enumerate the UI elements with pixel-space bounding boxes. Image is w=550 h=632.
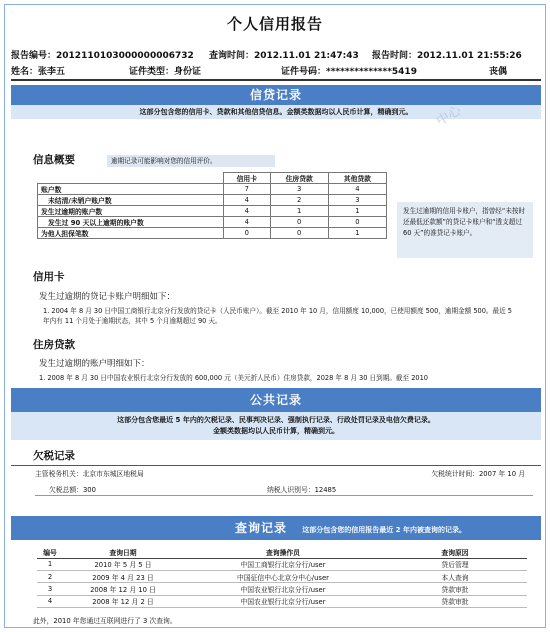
query-footer: 此外，2010 年您通过互联网进行了 3 次查询。 bbox=[33, 617, 177, 625]
credit-card-detail: 1. 2004 年 8 月 30 日中国工商银行北京分行发放的贷记卡（人民币账户）。截至 2010 年 10 月，信用额度 10,000，已使用额度 500，逾期金额 500。最近 5 年内有 11 个月处于逾期状态，其中 5 个月逾期超过 90 天。 bbox=[43, 307, 512, 325]
public-section-band: 公共记录 bbox=[11, 388, 541, 412]
header-divider bbox=[11, 79, 541, 81]
watermark: 中心 bbox=[433, 103, 465, 130]
table-row: 1 2010 年 5 月 5 日 中国工商银行北京分行/user 贷后管理 bbox=[37, 558, 527, 570]
table-row: 2 2009 年 4 月 23 日 中国征信中心北京分中心/user 本人查询 bbox=[37, 570, 527, 582]
info-summary-table bbox=[37, 172, 387, 239]
person-name: 张李五 bbox=[38, 67, 66, 77]
marital-status: 丧偶 bbox=[489, 67, 508, 77]
report-time: 2012.11.01 21:55:26 bbox=[416, 51, 522, 61]
tax-org: 北京市东城区地税局 bbox=[82, 470, 144, 478]
credit-card-title: 信用卡 bbox=[33, 271, 65, 283]
credit-report-page bbox=[4, 4, 546, 628]
credit-card-subtitle: 发生过逾期的贷记卡账户明细如下： bbox=[39, 292, 176, 302]
query-time: 2012.11.01 21:47:43 bbox=[253, 51, 359, 61]
tax-total: 300 bbox=[82, 485, 96, 494]
query-table: 编号 查询日期 查询操作员 查询原因 1 2010 年 5 月 5 日 中国工商银行北京分行/user 贷后管理 2 2009 年 4 月 23 日 中国征信中心北京分中心/user 本人查询 3 2008 年 12 月 10 日 中国农业银行北京分行/user 贷款审批 4 2008 年 12 月 2 日 中国农业银行北京分行/user 贷款审批 bbox=[37, 546, 527, 608]
table-row: 发生过逾期的账户数 4 1 1 bbox=[38, 206, 387, 217]
overdue-side-note: 发生过逾期的信用卡账户，指曾经“未按时还最低还款额”的贷记卡账户和“透支超过 60 天”的准贷记卡账户。 bbox=[397, 202, 533, 258]
housing-loan-detail: 1. 2008 年 8 月 30 日中国农业银行北京分行发放的 600,000 元（美元折人民币）住房贷款，2028 年 8 月 30 日到期。截至 2010 bbox=[39, 374, 428, 382]
table-row: 欠税总额：300 纳税人识别号：12485 bbox=[35, 483, 533, 495]
report-header-line-2: 姓名：张李五 证件类型：身份证 证件号码：**************5419 丧偶 bbox=[11, 64, 541, 77]
tax-org-line: 主管税务机关：北京市东城区地税局 欠税统计时间：2007 年 10 月 bbox=[35, 470, 525, 478]
col-housing-loan: 住房贷款 bbox=[270, 173, 328, 184]
table-row: 3 2008 年 12 月 10 日 中国农业银行北京分行/user 贷款审批 bbox=[37, 583, 527, 595]
table-row: 未结清/未销户账户数 4 2 3 bbox=[38, 195, 387, 206]
id-type: 身份证 bbox=[174, 67, 202, 77]
report-header-line-1: 报告编号：2012110103000000006732 查询时间：2012.11.01 21:47:43 报告时间：2012.11.01 21:55:26 bbox=[11, 51, 522, 61]
col-other-loan: 其他贷款 bbox=[328, 173, 386, 184]
id-number: **************5419 bbox=[326, 67, 417, 77]
credit-section-note: 这部分包含您的信用卡、贷款和其他信贷信息。金额类数据均以人民币计算，精确到元。 bbox=[11, 105, 541, 119]
public-section-note: 这部分包含您最近 5 年内的欠税记录、民事判决记录、强制执行记录、行政处罚记录及电信欠费记录。 金额类数据均以人民币计算，精确到元。 bbox=[11, 412, 541, 440]
tax-stat-time: 2007 年 10 月 bbox=[478, 470, 525, 478]
info-summary-title: 信息概要 bbox=[33, 154, 75, 166]
taxpayer-id: 12485 bbox=[314, 485, 337, 494]
credit-section-band: 信贷记录 bbox=[11, 85, 541, 105]
query-section-band: 查询记录 这部分包含您的信用报告最近 2 年内被查询的记录。 bbox=[11, 516, 541, 540]
tax-record-title: 欠税记录 bbox=[33, 450, 75, 462]
table-row: 账户数 7 3 4 bbox=[38, 184, 387, 195]
table-row: 发生过 90 天以上逾期的账户数 4 0 0 bbox=[38, 217, 387, 228]
report-number: 2012110103000000006732 bbox=[56, 51, 194, 61]
housing-loan-title: 住房贷款 bbox=[33, 339, 75, 351]
col-credit-card: 信用卡 bbox=[224, 173, 271, 184]
tax-table bbox=[35, 483, 533, 496]
info-summary-tag: 逾期记录可能影响对您的信用评价。 bbox=[107, 155, 275, 167]
report-title: 个人信用报告 bbox=[226, 15, 323, 33]
housing-loan-subtitle: 发生过逾期的账户明细如下： bbox=[39, 359, 150, 369]
table-row: 4 2008 年 12 月 2 日 中国农业银行北京分行/user 贷款审批 bbox=[37, 595, 527, 607]
table-row: 为他人担保笔数 0 0 1 bbox=[38, 228, 387, 239]
